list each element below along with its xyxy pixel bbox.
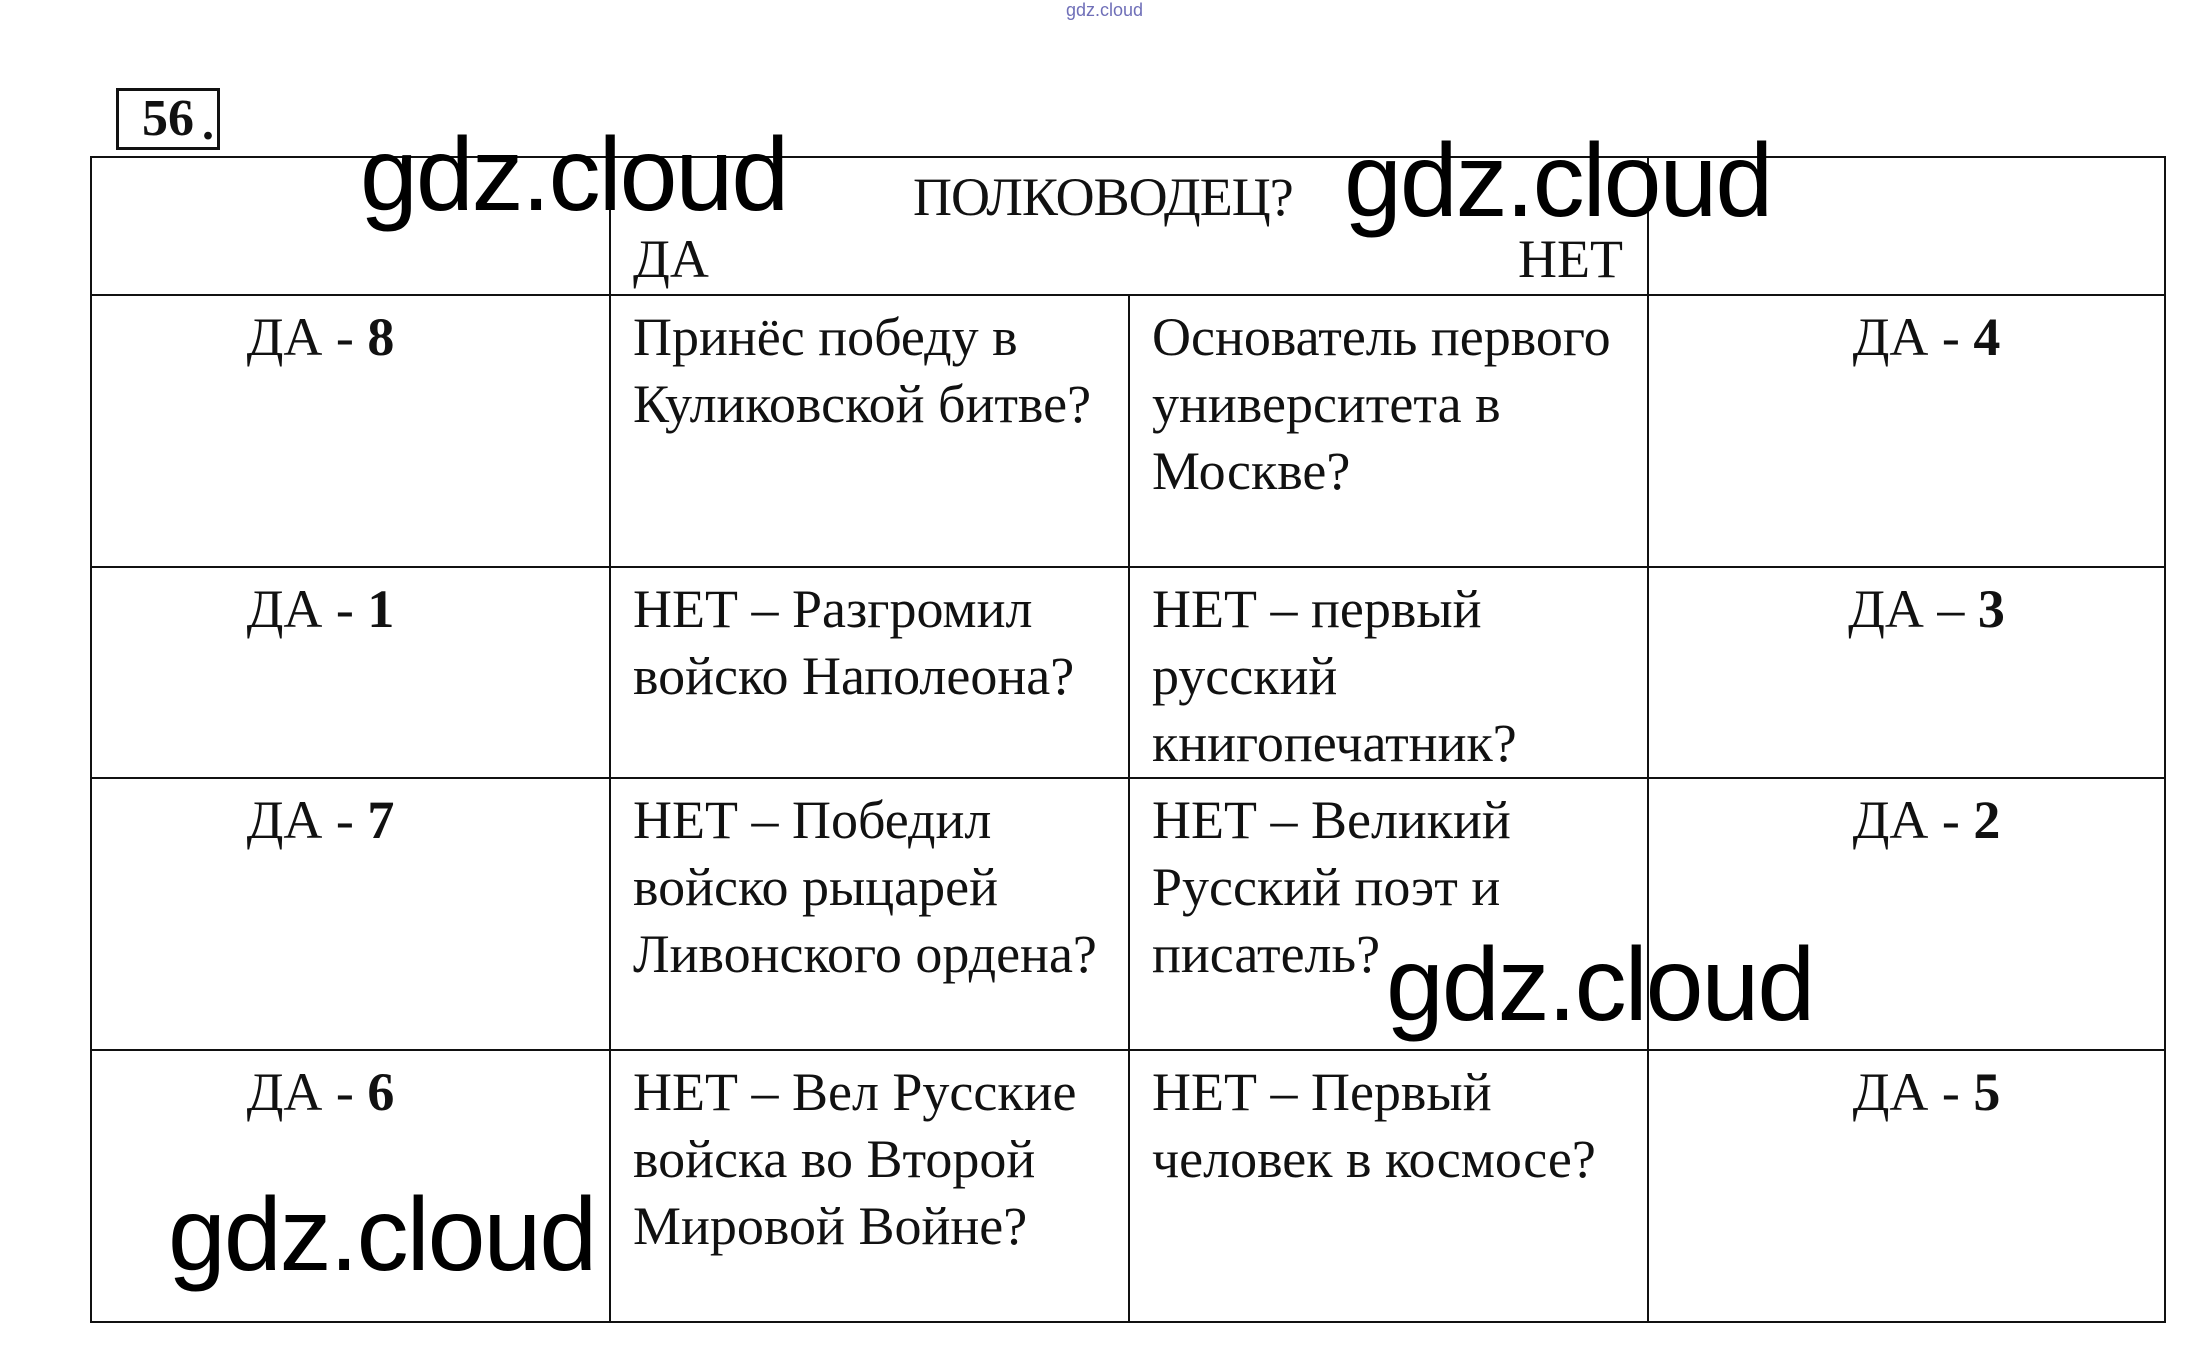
answer-value: 3 bbox=[1977, 579, 2005, 639]
header-question: ПОЛКОВОДЕЦ? bbox=[913, 167, 1293, 227]
answer-label: ДА - bbox=[1852, 1062, 1974, 1122]
task-number-dot: . bbox=[202, 97, 214, 150]
answer-value: 7 bbox=[367, 790, 395, 850]
no-question: НЕТ – Первый человек в космосе? bbox=[1129, 1050, 1648, 1322]
answer-label: ДА - bbox=[1852, 790, 1974, 850]
right-answer bbox=[1648, 567, 2165, 778]
no-question: НЕТ – Великий Русский поэт и писатель? bbox=[1129, 778, 1648, 1050]
table-row bbox=[91, 778, 2165, 1050]
answer-label: ДА - bbox=[246, 579, 368, 639]
left-answer bbox=[91, 567, 610, 778]
watermark: gdz.cloud bbox=[168, 1177, 596, 1293]
header-no: НЕТ bbox=[1518, 229, 1623, 289]
answer-label: ДА - bbox=[1852, 307, 1974, 367]
yes-question: НЕТ – Вел Русские войска во Второй Мировой Войне? bbox=[610, 1050, 1129, 1322]
table-row bbox=[91, 295, 2165, 567]
answer-value: 2 bbox=[1973, 790, 2001, 850]
yes-question: НЕТ – Разгромил войско Наполеона? bbox=[610, 567, 1129, 778]
watermark: gdz.cloud bbox=[1344, 123, 1772, 239]
answer-label: ДА – bbox=[1848, 579, 1978, 639]
left-answer bbox=[91, 778, 610, 1050]
yes-question: Принёс победу в Куликовской битве? bbox=[610, 295, 1129, 567]
task-number: 56 bbox=[116, 88, 220, 150]
right-answer bbox=[1648, 1050, 2165, 1322]
no-question: Основатель первого университета в Москве? bbox=[1129, 295, 1648, 567]
answer-value: 6 bbox=[367, 1062, 395, 1122]
yes-question: НЕТ – Победил войско рыцарей Ливонского ордена? bbox=[610, 778, 1129, 1050]
watermark: gdz.cloud bbox=[1386, 927, 1814, 1043]
question-table bbox=[90, 156, 2166, 1323]
answer-label: ДА - bbox=[246, 307, 368, 367]
answer-value: 5 bbox=[1973, 1062, 2001, 1122]
left-answer bbox=[91, 295, 610, 567]
right-answer bbox=[1648, 295, 2165, 567]
answer-value: 4 bbox=[1973, 307, 2001, 367]
answer-value: 8 bbox=[367, 307, 395, 367]
site-mark: gdz.cloud bbox=[1066, 0, 1144, 20]
no-question: НЕТ – первый русский книгопечатник? bbox=[1129, 567, 1648, 778]
watermark: gdz.cloud bbox=[360, 117, 788, 233]
answer-label: ДА - bbox=[246, 1062, 368, 1122]
header-yes: ДА bbox=[633, 229, 709, 289]
table-row bbox=[91, 567, 2165, 778]
answer-label: ДА - bbox=[246, 790, 368, 850]
answer-value: 1 bbox=[367, 579, 395, 639]
